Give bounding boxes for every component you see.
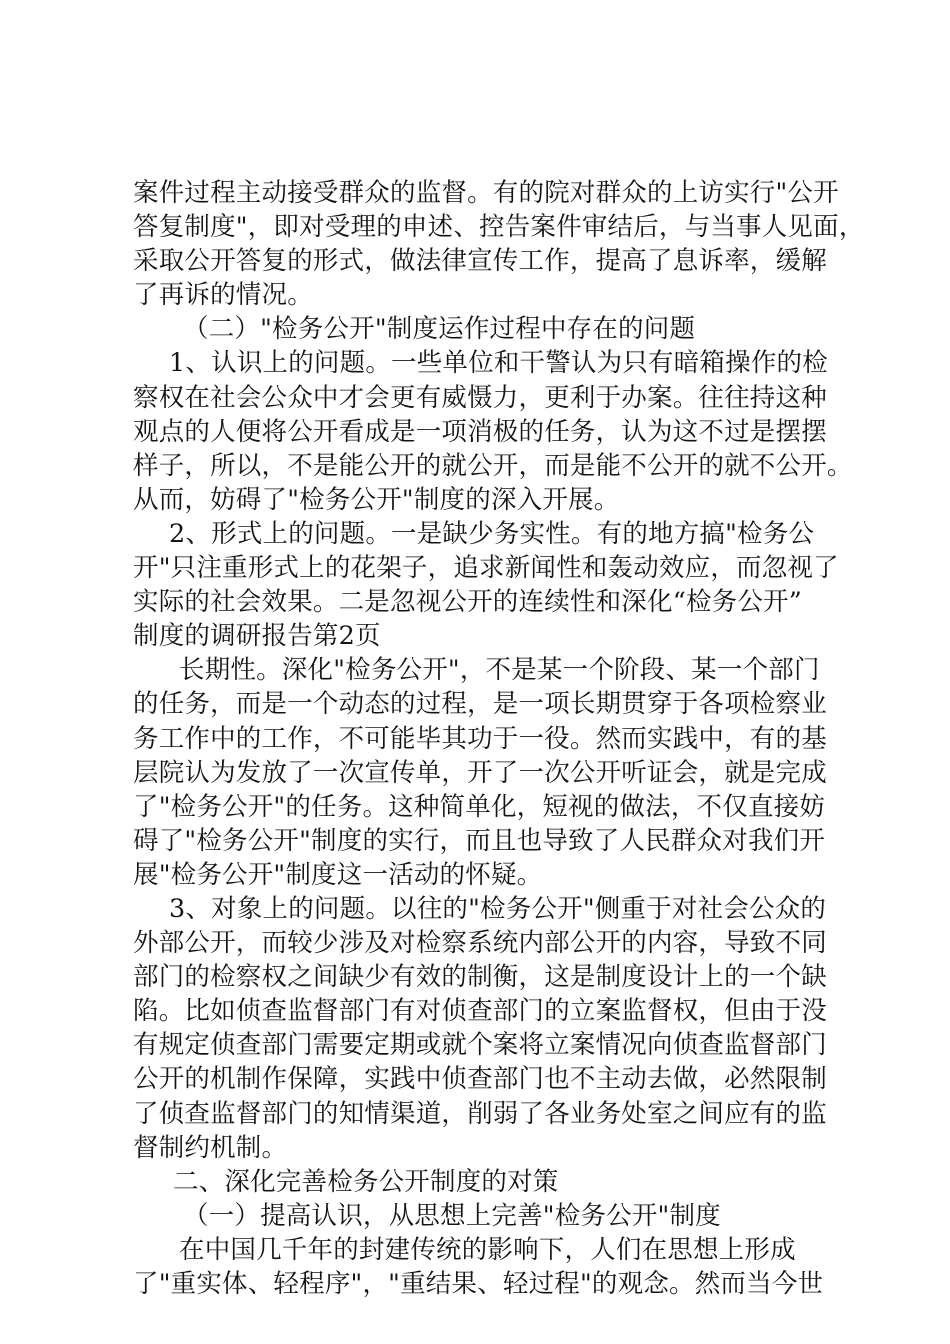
text-line: 采取公开答复的形式，做法律宣传工作，提高了息诉率，缓解 [133,246,827,277]
section-heading: 二、深化完善检务公开制度的对策 [173,1166,559,1197]
text-line: 碍了"检务公开"制度的实行，而且也导致了人民群众对我们开 [133,825,826,856]
text-line: 样子，所以，不是能公开的就公开，而是能不公开的就不公开。 [133,450,853,481]
text-line: 的任务，而是一个动态的过程，是一项长期贯穿于各项检察业 [133,689,827,720]
text-line: 了"重实体、轻程序"，"重结果、轻过程"的观念。然而当今世 [133,1269,824,1299]
text-line: 开"只注重形式上的花架子，追求新闻性和轰动效应，而忽视了 [133,553,839,584]
text-line: 答复制度"，即对受理的申述、控告案件审结后，与当事人见面， [133,212,865,243]
text-line: 有规定侦查部门需要定期或就个案将立案情况向侦查监督部门 [133,1030,827,1061]
text-line: 2、形式上的问题。一是缺少务实性。有的地方搞"检务公 [169,518,815,549]
body-text [133,176,865,1301]
text-line: 实际的社会效果。二是忽视公开的连续性和深化“检务公开” [133,587,802,618]
text-line: 从而，妨碍了"检务公开"制度的深入开展。 [133,484,620,515]
text-line: 部门的检察权之间缺少有效的制衡，这是制度设计上的一个缺 [133,962,827,993]
text-line: 公开的机制作保障，实践中侦查部门也不主动去做，必然限制 [133,1064,827,1095]
text-line: 案件过程主动接受群众的监督。有的院对群众的上访实行"公开 [133,178,839,208]
text-line: 了侦查监督部门的知情渠道，削弱了各业务处室之间应有的监 [133,1098,827,1129]
section-heading: （二）"检务公开"制度运作过程中存在的问题 [183,314,696,345]
text-line: 在中国几千年的封建传统的影响下，人们在思想上形成 [179,1234,796,1265]
text-line: 陷。比如侦查监督部门有对侦查部门的立案监督权，但由于没 [133,996,827,1027]
text-line: 展"检务公开"制度这一活动的怀疑。 [133,859,543,890]
page-footer-text: 制度的调研报告第2页 [133,621,381,652]
text-line: 层院认为发放了一次宣传单，开了一次公开听证会，就是完成 [133,757,827,788]
text-line: 1、认识上的问题。一些单位和干警认为只有暗箱操作的检 [169,348,828,379]
text-line: 观点的人便将公开看成是一项消极的任务，认为这不过是摆摆 [133,416,827,447]
text-line: 长期性。深化"检务公开"，不是某一个阶段、某一个部门 [179,655,820,686]
subsection-heading: （一）提高认识，从思想上完善"检务公开"制度 [183,1200,721,1231]
text-line: 3、对象上的问题。以往的"检务公开"侧重于对社会公众的 [169,893,827,924]
text-line: 外部公开，而较少涉及对检察系统内部公开的内容，导致不同 [133,928,827,959]
text-line: 察权在社会公众中才会更有威慑力，更利于办案。往往持这种 [133,382,827,413]
text-line: 督制约机制。 [133,1132,288,1163]
text-line: 了"检务公开"的任务。这种简单化，短视的做法，不仅直接妨 [133,791,826,822]
text-line: 务工作中的工作，不可能毕其功于一役。然而实践中，有的基 [133,723,827,754]
text-line: 了再诉的情况。 [133,280,313,311]
